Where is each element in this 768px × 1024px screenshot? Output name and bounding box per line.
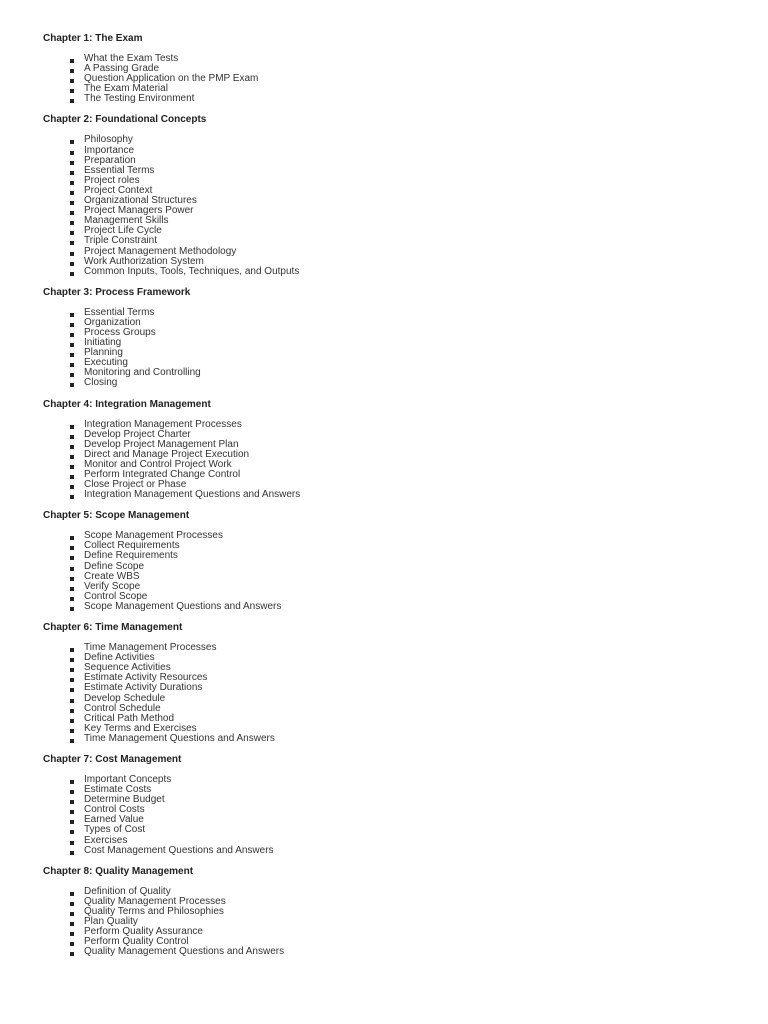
list-item <box>70 846 748 856</box>
square-bullet-icon <box>70 912 74 916</box>
square-bullet-icon <box>70 191 74 195</box>
list-item-label: Define Scope <box>84 560 145 572</box>
list-item <box>70 94 748 104</box>
list-item-label: Close Project or Phase <box>84 479 187 491</box>
list-item-label: Planning <box>84 347 123 359</box>
square-bullet-icon <box>70 79 74 83</box>
list-item-label: Project Management Methodology <box>84 245 237 257</box>
list-item-label: Define Activities <box>84 652 155 664</box>
square-bullet-icon <box>70 333 74 337</box>
list-item-label: Monitoring and Controlling <box>84 367 201 379</box>
list-item-label: Verify Scope <box>84 580 141 592</box>
chapter-title: Chapter 8: Quality Management <box>43 865 194 877</box>
square-bullet-icon <box>70 262 74 266</box>
square-bullet-icon <box>70 313 74 317</box>
square-bullet-icon <box>70 363 74 367</box>
list-item-label: Develop Schedule <box>84 692 166 704</box>
list-item-label: Scope Management Processes <box>84 530 223 542</box>
list-item-label: Closing <box>84 377 118 389</box>
list-item <box>70 206 748 216</box>
list-item-label: Organizational Structures <box>84 195 197 207</box>
square-bullet-icon <box>70 455 74 459</box>
square-bullet-icon <box>70 577 74 581</box>
list-item-label: Project Context <box>84 184 153 196</box>
chapter-title: Chapter 5: Scope Management <box>43 510 190 522</box>
list-item-label: Perform Quality Assurance <box>84 926 203 938</box>
list-item <box>70 348 748 358</box>
list-item-label: Collect Requirements <box>84 540 180 552</box>
square-bullet-icon <box>70 343 74 347</box>
list-item-label: Develop Project Management Plan <box>84 438 239 450</box>
square-bullet-icon <box>70 830 74 834</box>
square-bullet-icon <box>70 851 74 855</box>
list-item <box>70 815 748 825</box>
list-item-label: Critical Path Method <box>84 712 175 724</box>
list-item <box>70 734 748 744</box>
list-item <box>70 805 748 815</box>
square-bullet-icon <box>70 161 74 165</box>
square-bullet-icon <box>70 658 74 662</box>
list-item-label: Estimate Activity Durations <box>84 682 203 694</box>
list-item <box>70 54 748 64</box>
list-item <box>70 825 748 835</box>
chapter-title: Chapter 4: Integration Management <box>43 398 211 410</box>
list-item-label: Work Authorization System <box>84 255 204 267</box>
list-item <box>70 135 748 145</box>
chapter-title: Chapter 7: Cost Management <box>43 753 182 765</box>
square-bullet-icon <box>70 810 74 814</box>
list-item <box>70 572 748 582</box>
square-bullet-icon <box>70 171 74 175</box>
square-bullet-icon <box>70 383 74 387</box>
list-item-label: Executing <box>84 357 128 369</box>
topic-list <box>43 887 748 958</box>
square-bullet-icon <box>70 841 74 845</box>
list-item <box>70 216 748 226</box>
list-item-label: Create WBS <box>84 570 140 582</box>
square-bullet-icon <box>70 556 74 560</box>
list-item <box>70 490 748 500</box>
square-bullet-icon <box>70 373 74 377</box>
list-item-label: A Passing Grade <box>84 63 160 75</box>
list-item-label: Control Costs <box>84 804 145 816</box>
list-item-label: Cost Management Questions and Answers <box>84 844 274 856</box>
square-bullet-icon <box>70 739 74 743</box>
chapter-section <box>43 754 748 856</box>
list-item <box>70 551 748 561</box>
square-bullet-icon <box>70 587 74 591</box>
chapter-section <box>43 510 748 612</box>
list-item-label: Philosophy <box>84 134 133 146</box>
list-item-label: Define Requirements <box>84 550 178 562</box>
list-item-label: Importance <box>84 144 135 156</box>
list-item-label: Project roles <box>84 174 140 186</box>
list-item-label: Key Terms and Exercises <box>84 722 197 734</box>
list-item <box>70 683 748 693</box>
list-item-label: Question Application on the PMP Exam <box>84 73 259 85</box>
list-item-label: Develop Project Charter <box>84 428 191 440</box>
topic-list <box>43 775 748 856</box>
square-bullet-icon <box>70 536 74 540</box>
square-bullet-icon <box>70 425 74 429</box>
square-bullet-icon <box>70 780 74 784</box>
list-item <box>70 907 748 917</box>
list-item <box>70 156 748 166</box>
square-bullet-icon <box>70 353 74 357</box>
square-bullet-icon <box>70 729 74 733</box>
list-item <box>70 795 748 805</box>
square-bullet-icon <box>70 323 74 327</box>
square-bullet-icon <box>70 800 74 804</box>
list-item-label: Quality Management Questions and Answers <box>84 946 285 958</box>
list-item <box>70 653 748 663</box>
square-bullet-icon <box>70 181 74 185</box>
list-item <box>70 643 748 653</box>
list-item-label: Determine Budget <box>84 794 165 806</box>
chapter-section <box>43 866 748 958</box>
square-bullet-icon <box>70 201 74 205</box>
square-bullet-icon <box>70 709 74 713</box>
topic-list <box>43 54 748 104</box>
list-item-label: Management Skills <box>84 215 169 227</box>
list-item <box>70 338 748 348</box>
list-item-label: Essential Terms <box>84 306 155 318</box>
list-item-label: Sequence Activities <box>84 662 171 674</box>
list-item-label: Common Inputs, Tools, Techniques, and Outputs <box>84 265 300 277</box>
list-item-label: Initiating <box>84 337 122 349</box>
list-item-label: Estimate Activity Resources <box>84 672 208 684</box>
list-item <box>70 378 748 388</box>
chapter-title: Chapter 6: Time Management <box>43 622 183 634</box>
square-bullet-icon <box>70 607 74 611</box>
list-item-label: Exercises <box>84 834 128 846</box>
list-item <box>70 74 748 84</box>
list-item-label: Types of Cost <box>84 824 146 836</box>
list-item-label: Quality Terms and Philosophies <box>84 905 224 917</box>
square-bullet-icon <box>70 151 74 155</box>
list-item-label: The Testing Environment <box>84 93 195 105</box>
square-bullet-icon <box>70 942 74 946</box>
chapter-title: Chapter 3: Process Framework <box>43 286 191 298</box>
square-bullet-icon <box>70 668 74 672</box>
list-item-label: Organization <box>84 316 141 328</box>
chapter-section <box>43 287 748 389</box>
square-bullet-icon <box>70 922 74 926</box>
list-item <box>70 775 748 785</box>
list-item <box>70 146 748 156</box>
chapter-section <box>43 114 748 276</box>
list-item-label: Quality Management Processes <box>84 895 226 907</box>
list-item-label: Important Concepts <box>84 773 172 785</box>
square-bullet-icon <box>70 272 74 276</box>
square-bullet-icon <box>70 231 74 235</box>
list-item-label: Integration Management Questions and Answers <box>84 489 301 501</box>
list-item <box>70 562 748 572</box>
square-bullet-icon <box>70 648 74 652</box>
list-item <box>70 947 748 957</box>
square-bullet-icon <box>70 140 74 144</box>
list-item-label: Earned Value <box>84 814 144 826</box>
list-item-label: Direct and Manage Project Execution <box>84 448 250 460</box>
list-item <box>70 226 748 236</box>
square-bullet-icon <box>70 790 74 794</box>
list-item <box>70 328 748 338</box>
square-bullet-icon <box>70 221 74 225</box>
chapter-section <box>43 622 748 744</box>
square-bullet-icon <box>70 892 74 896</box>
list-item-label: Time Management Questions and Answers <box>84 732 275 744</box>
square-bullet-icon <box>70 719 74 723</box>
list-item <box>70 166 748 176</box>
square-bullet-icon <box>70 546 74 550</box>
list-item-label: The Exam Material <box>84 83 168 95</box>
list-item <box>70 176 748 186</box>
list-item-label: Essential Terms <box>84 164 155 176</box>
list-item-label: Definition of Quality <box>84 885 171 897</box>
list-item-label: Project Life Cycle <box>84 225 162 237</box>
square-bullet-icon <box>70 465 74 469</box>
square-bullet-icon <box>70 902 74 906</box>
square-bullet-icon <box>70 820 74 824</box>
square-bullet-icon <box>70 485 74 489</box>
square-bullet-icon <box>70 952 74 956</box>
square-bullet-icon <box>70 69 74 73</box>
square-bullet-icon <box>70 59 74 63</box>
list-item-label: Control Schedule <box>84 702 161 714</box>
list-item-label: Triple Constraint <box>84 235 157 247</box>
square-bullet-icon <box>70 99 74 103</box>
square-bullet-icon <box>70 567 74 571</box>
list-item-label: Project Managers Power <box>84 205 194 217</box>
square-bullet-icon <box>70 241 74 245</box>
list-item-label: Integration Management Processes <box>84 418 242 430</box>
square-bullet-icon <box>70 678 74 682</box>
topic-list <box>43 420 748 501</box>
list-item <box>70 785 748 795</box>
list-item-label: Plan Quality <box>84 916 138 927</box>
square-bullet-icon <box>70 211 74 215</box>
topic-list <box>43 135 748 276</box>
list-item-label: Perform Integrated Change Control <box>84 469 241 480</box>
list-item <box>70 582 748 592</box>
square-bullet-icon <box>70 597 74 601</box>
list-item <box>70 694 748 704</box>
list-item-label: Monitor and Control Project Work <box>84 458 232 470</box>
square-bullet-icon <box>70 89 74 93</box>
chapter-section <box>43 33 748 104</box>
topic-list <box>43 531 748 612</box>
chapter-title: Chapter 1: The Exam <box>43 33 143 44</box>
list-item-label: Control Scope <box>84 590 148 602</box>
topic-list <box>43 308 748 389</box>
square-bullet-icon <box>70 699 74 703</box>
list-item-label: Preparation <box>84 154 136 166</box>
square-bullet-icon <box>70 475 74 479</box>
list-item-label: What the Exam Tests <box>84 53 179 64</box>
square-bullet-icon <box>70 932 74 936</box>
square-bullet-icon <box>70 445 74 449</box>
square-bullet-icon <box>70 252 74 256</box>
chapter-section <box>43 399 748 501</box>
list-item <box>70 267 748 277</box>
square-bullet-icon <box>70 688 74 692</box>
square-bullet-icon <box>70 495 74 499</box>
chapter-title: Chapter 2: Foundational Concepts <box>43 114 207 126</box>
list-item <box>70 368 748 378</box>
list-item-label: Scope Management Questions and Answers <box>84 600 282 612</box>
square-bullet-icon <box>70 435 74 439</box>
list-item-label: Perform Quality Control <box>84 936 189 948</box>
list-item-label: Process Groups <box>84 326 156 338</box>
list-item-label: Time Management Processes <box>84 642 217 654</box>
topic-list <box>43 643 748 744</box>
list-item-label: Estimate Costs <box>84 784 152 796</box>
list-item <box>70 308 748 318</box>
table-of-contents <box>43 33 748 967</box>
list-item <box>70 602 748 612</box>
list-item <box>70 318 748 328</box>
